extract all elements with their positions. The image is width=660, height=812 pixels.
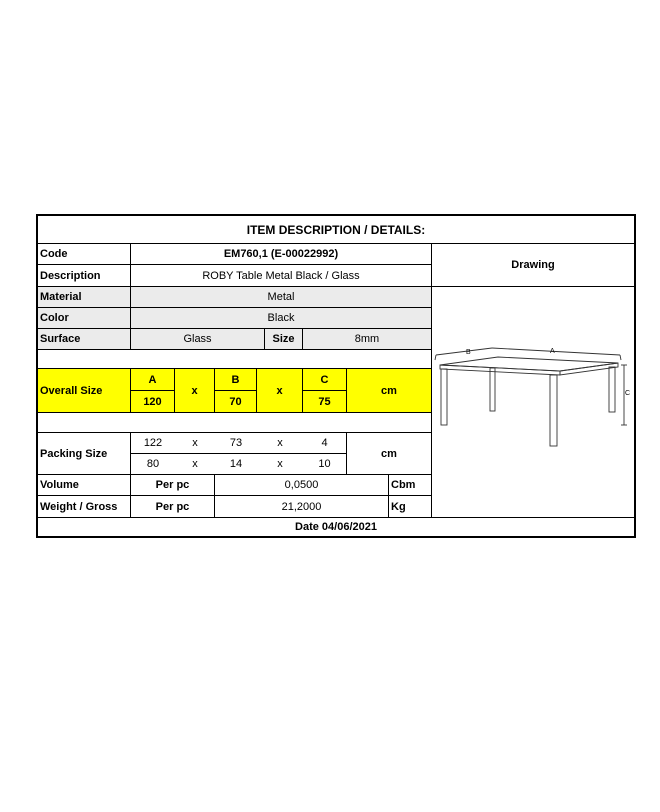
dim-c-label: C [625,390,631,397]
color-value: Black [131,308,432,329]
overall-c-value: 75 [303,391,347,413]
sheet-title: ITEM DESCRIPTION / DETAILS: [38,216,634,244]
size-label: Size [265,329,303,350]
drawing-area [432,287,634,518]
weight-per: Per pc [131,496,215,518]
weight-value: 21,2000 [215,496,389,518]
packing-r1-sep1: x [175,433,215,454]
spacer-row-2 [38,413,432,433]
color-label: Color [38,308,131,329]
material-label: Material [38,287,131,308]
dim-b-label: B [466,349,471,356]
description-value: ROBY Table Metal Black / Glass [131,265,432,287]
overall-b-value: 70 [215,391,257,413]
drawing-label: Drawing [432,244,634,287]
overall-c-label: C [303,369,347,391]
table-drawing [432,287,634,518]
overall-size-label: Overall Size [38,369,131,413]
volume-label: Volume [38,475,131,496]
packing-r2-c: 10 [303,454,347,475]
overall-unit: cm [347,369,432,413]
packing-r1-b: 73 [215,433,257,454]
description-label: Description [38,265,131,287]
footer-date: Date 04/06/2021 [295,521,377,533]
volume-per: Per pc [131,475,215,496]
overall-a-label: A [131,369,175,391]
volume-unit: Cbm [389,475,432,496]
weight-label: Weight / Gross [38,496,131,518]
packing-unit: cm [347,433,432,475]
packing-r2-sep2: x [257,454,303,475]
code-label: Code [38,244,131,265]
overall-sep-2: x [257,369,303,413]
item-details-sheet [36,214,636,538]
packing-r1-c: 4 [303,433,347,454]
surface-label: Surface [38,329,131,350]
packing-size-label: Packing Size [38,433,131,475]
overall-a-value: 120 [131,391,175,413]
packing-r2-sep1: x [175,454,215,475]
size-value: 8mm [303,329,432,350]
code-value: EM760,1 (E-00022992) [131,244,432,265]
weight-unit: Kg [389,496,432,518]
packing-r2-b: 14 [215,454,257,475]
spacer-row-1 [38,350,432,369]
volume-value: 0,0500 [215,475,389,496]
packing-r2-a: 80 [131,454,175,475]
surface-value: Glass [131,329,265,350]
dim-a-label: A [550,348,555,355]
packing-r1-sep2: x [257,433,303,454]
material-value: Metal [131,287,432,308]
overall-sep-1: x [175,369,215,413]
overall-b-label: B [215,369,257,391]
packing-r1-a: 122 [131,433,175,454]
